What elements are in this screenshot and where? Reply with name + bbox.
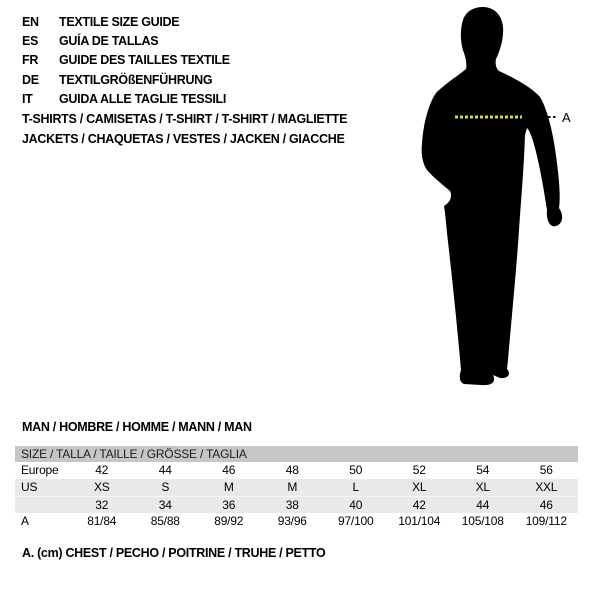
size-cell: S	[161, 480, 170, 494]
row-label: Europe	[21, 463, 59, 477]
size-table	[15, 446, 578, 530]
size-cell: XL	[475, 480, 490, 494]
language-code: FR	[22, 53, 39, 68]
row-label: A	[21, 514, 29, 528]
man-silhouette-figure	[408, 4, 578, 396]
row-label: US	[21, 480, 38, 494]
language-label: TEXTILE SIZE GUIDE	[59, 14, 180, 29]
man-silhouette-shape	[422, 7, 562, 385]
size-cell: 56	[539, 463, 553, 477]
size-table-header: SIZE / TALLA / TAILLE / GRÖSSE / TAGLIA	[15, 446, 578, 462]
size-cell: XL	[412, 480, 427, 494]
language-list	[22, 12, 230, 109]
size-cell: 81/84	[87, 514, 117, 528]
size-cell: 93/96	[277, 514, 307, 528]
measurement-footnote: A. (cm) CHEST / PECHO / POITRINE / TRUHE / PETTO	[22, 546, 326, 560]
category-jackets: JACKETS / CHAQUETAS / VESTES / JACKEN / GIACCHE	[22, 131, 345, 146]
size-cell: 109/112	[525, 514, 567, 528]
size-cell: 32	[95, 498, 109, 512]
language-label: GUIDA ALLE TAGLIE TESSILI	[59, 92, 227, 107]
size-cell: XS	[93, 480, 110, 494]
language-row	[22, 51, 230, 70]
size-cell: 89/92	[214, 514, 244, 528]
language-code: IT	[22, 92, 33, 107]
size-cell: M	[223, 480, 234, 494]
size-cell: 105/108	[461, 514, 504, 528]
language-label: TEXTILGRÖßENFÜHRUNG	[59, 72, 213, 87]
language-row	[22, 90, 230, 109]
table-row-us	[15, 479, 578, 496]
measure-label-a: A	[562, 110, 571, 125]
table-row-chest-cm	[15, 513, 578, 530]
size-cell: 48	[285, 463, 299, 477]
size-cell: M	[287, 480, 298, 494]
category-tshirts: T-SHIRTS / CAMISETAS / T-SHIRT / T-SHIRT / MAGLIETTE	[22, 112, 348, 126]
language-row	[22, 31, 230, 50]
language-label: GUÍA DE TALLAS	[59, 34, 159, 49]
language-code: EN	[22, 14, 39, 29]
language-code: DE	[22, 72, 39, 87]
size-cell: 101/104	[398, 514, 441, 528]
size-cell: 85/88	[150, 514, 180, 528]
category-lines	[22, 110, 347, 149]
language-code: ES	[22, 34, 39, 49]
size-cell: 38	[285, 498, 299, 512]
size-cell: 97/100	[337, 514, 374, 528]
language-row	[22, 12, 230, 31]
size-cell: 54	[476, 463, 490, 477]
size-cell: 46	[539, 498, 553, 512]
size-cell: XXL	[535, 480, 558, 494]
row-label	[15, 497, 70, 513]
section-title-man: MAN / HOMBRE / HOMME / MANN / MAN	[22, 420, 252, 434]
size-cell: 50	[349, 463, 363, 477]
size-cell: 46	[222, 463, 236, 477]
language-row	[22, 70, 230, 89]
size-cell: 40	[349, 498, 363, 512]
size-cell: L	[352, 480, 359, 494]
size-cell: 36	[222, 498, 236, 512]
table-row-alt-sizes	[15, 496, 578, 513]
size-cell: 44	[476, 498, 490, 512]
size-cell: 44	[158, 463, 172, 477]
table-row-europe	[15, 462, 578, 479]
size-cell: 52	[412, 463, 426, 477]
size-cell: 34	[158, 498, 172, 512]
size-cell: 42	[95, 463, 109, 477]
language-label: GUIDE DES TAILLES TEXTILE	[59, 53, 230, 68]
size-cell: 42	[412, 498, 426, 512]
